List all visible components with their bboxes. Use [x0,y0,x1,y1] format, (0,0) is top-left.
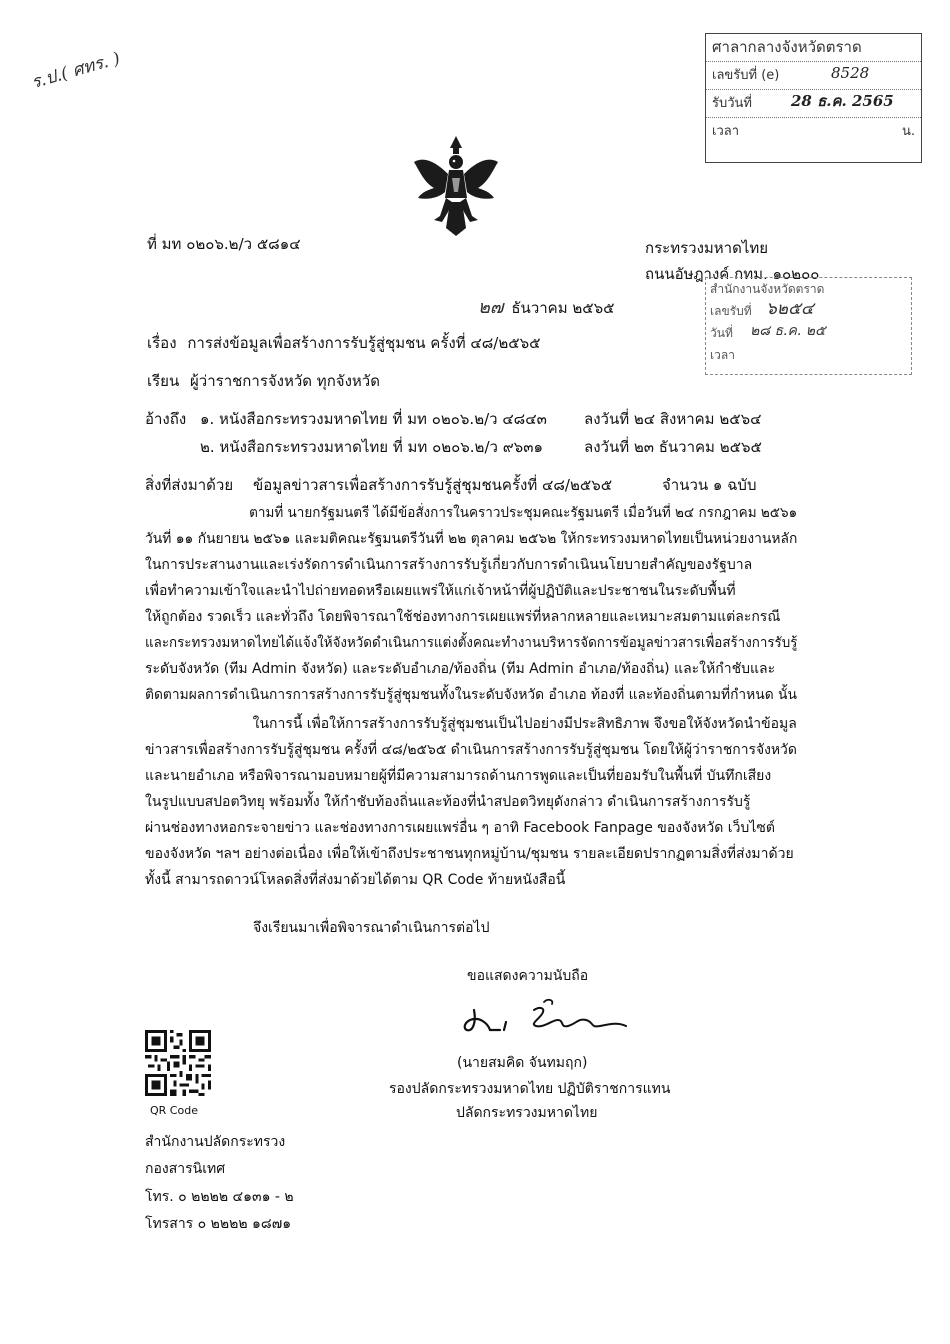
document-number: ที่ มท ๐๒๐๖.๒/ว ๕๘๑๔ [147,235,301,253]
body-line: ในการนี้ เพื่อให้การสร้างการรับรู้สู่ชุมชนเป็นไปอย่างมีประสิทธิภาพ จึงขอให้จังหวัดนำข้อมูล [252,716,797,732]
footer-office: สำนักงานปลัดกระทรวง [145,1134,286,1150]
body-line: ของจังหวัด ฯลฯ อย่างต่อเนื่อง เพื่อให้เข้าถึงประชาชนทุกหมู่บ้าน/ชุมชน รายละเอียดปรากฏตามสิ่งที่ส่งมาด้วย [145,846,794,862]
signature [460,990,640,1040]
body-line: ข่าวสารเพื่อสร้างการรับรู้สู่ชุมชน ครั้งที่ ๔๘/๒๕๖๕ ดำเนินการสร้างการรับรู้สู่ชุมชน โดยให้ผู้ว่าราชการจังหวัด [145,742,797,758]
body-paragraph-2 [145,711,797,893]
reference-item: ๒. หนังสือกระทรวงมหาดไทย ที่ มท ๐๒๐๖.๒/ว ๙๖๓๑ [200,438,543,456]
salutation: ขอแสดงความนับถือ [467,968,589,984]
ministry-address: ถนนอัษฎางค์ กทม. ๑๐๒๐๐ [645,265,820,283]
body-line: ติดตามผลการดำเนินการการสร้างการรับรู้สู่ชุมชนทั้งในระดับจังหวัด อำเภอ ท้องที่ และท้องถิ่นตามที่กำหนด นั้น [145,687,797,703]
body-line: วันที่ ๑๑ กันยายน ๒๕๖๑ และมติคณะรัฐมนตรีวันที่ ๒๒ ตุลาคม ๒๕๖๒ ให้กระทรวงมหาดไทยเป็นหน่วยงานหลัก [145,531,798,547]
enclosure-text: ข้อมูลข่าวสารเพื่อสร้างการรับรู้สู่ชุมชนครั้งที่ ๔๘/๒๕๖๕ [253,476,613,494]
ministry-name: กระทรวงมหาดไทย [645,239,769,257]
enclosure-label: สิ่งที่ส่งมาด้วย [145,476,234,494]
footer-division: กองสารนิเทศ [145,1161,226,1177]
recipient-text: ผู้ว่าราชการจังหวัด ทุกจังหวัด [190,372,380,390]
receive-stamp [705,33,922,163]
office-stamp-number: ๖๒๕๔ [766,299,814,319]
signatory-title-1: รองปลัดกระทรวงมหาดไทย ปฏิบัติราชการแทน [389,1081,671,1097]
footer-tel: โทร. ๐ ๒๒๒๒ ๔๑๓๑ - ๒ [145,1189,294,1205]
qr-code-label: QR Code [150,1104,198,1117]
receive-stamp-date: 28 ธ.ค. 2565 [791,92,894,110]
signatory-title-2: ปลัดกระทรวงมหาดไทย [456,1105,598,1121]
receive-stamp-date-label: รับวันที่ [712,96,752,111]
body-line: เพื่อทำความเข้าใจและนำไปถ่ายทอดหรือเผยแพร่ให้แก่เจ้าหน้าที่ผู้ปฏิบัติและประชาชนในระดับพื้นที่ [145,583,736,599]
closing-request: จึงเรียนมาเพื่อพิจารณาดำเนินการต่อไป [253,920,490,936]
office-stamp-org: สำนักงานจังหวัดตราด [710,282,825,296]
recipient-label: เรียน [147,372,180,390]
body-paragraph-1 [145,500,797,708]
subject-line [147,331,540,355]
office-stamp-number-label: เลขรับที่ [710,304,752,318]
subject-label: เรื่อง [147,334,177,352]
office-stamp-date: ๒๘ ธ.ค. ๒๕ [750,323,826,339]
body-line: ผ่านช่องทางหอกระจายข่าว และช่องทางการเผยแพร่อื่น ๆ อาทิ Facebook Fanpage ของจังหวัด เว็บไซต์ [145,820,775,836]
footer-fax: โทรสาร ๐ ๒๒๒๒ ๑๘๗๑ [145,1216,292,1232]
receive-stamp-org: ศาลากลางจังหวัดตราด [712,38,862,56]
body-line: ในการประสานงานและเร่งรัดการดำเนินการสร้างการรับรู้เกี่ยวกับการดำเนินนโยบายสำคัญของรัฐบาล [145,557,753,573]
receive-stamp-time-label: เวลา [712,124,740,139]
body-line: ระดับจังหวัด (ทีม Admin จังหวัด) และระดับอำเภอ/ท้องถิ่น (ทีม Admin อำเภอ/ท้องถิ่น) และให้กำชับและ [145,661,776,677]
reference-label: อ้างถึง [145,410,187,428]
document-date-day: ๒๗ [478,297,504,318]
body-line: และกระทรวงมหาดไทยได้แจ้งให้จังหวัดดำเนินการแต่งตั้งคณะทำงานบริหารจัดการข้อมูลข่าวสารเพื่อสร้างการรับรู้ [145,635,798,651]
qr-code[interactable] [145,1030,211,1096]
receive-stamp-time-suffix: น. [901,124,915,139]
document-date-rest: ธันวาคม ๒๕๖๕ [511,299,615,317]
body-line: และนายอำเภอ หรือพิจารณามอบหมายผู้ที่มีความสามารถด้านการพูดและเป็นที่ยอมรับในพื้นที่ บันทึกเสียง [145,768,772,784]
reference-item: ๑. หนังสือกระทรวงมหาดไทย ที่ มท ๐๒๐๖.๒/ว ๔๘๔๓ [200,410,547,428]
body-line: ในรูปแบบสปอตวิทยุ พร้อมทั้ง ให้กำชับท้องถิ่นและท้องที่นำสปอตวิทยุดังกล่าว ดำเนินการสร้างการรับรู้ [145,794,751,810]
office-stamp-date-label: วันที่ [710,326,733,340]
office-stamp [705,277,912,375]
reference-date: ลงวันที่ ๒๔ สิงหาคม ๒๕๖๔ [584,410,762,428]
receive-stamp-number-label: เลขรับที่ (e) [712,68,780,83]
body-line: ตามที่ นายกรัฐมนตรี ได้มีข้อสั่งการในคราวประชุมคณะรัฐมนตรี เมื่อวันที่ ๒๔ กรกฎาคม ๒๕๖๑ [249,505,798,521]
document-date [478,292,614,321]
signatory-name: (นายสมคิด จันทมฤก) [457,1055,588,1071]
handwritten-note: ร.ป.( ศทร. ) [29,48,123,94]
body-line: ให้ถูกต้อง รวดเร็ว และทั่วถึง โดยพิจารณาใช้ช่องทางการเผยแพร่ที่หลากหลายและเหมาะสมตามแต่ละกรณี [145,609,781,625]
subject-text: การส่งข้อมูลเพื่อสร้างการรับรู้สู่ชุมชน ครั้งที่ ๔๘/๒๕๖๕ [187,334,541,352]
enclosure-quantity: จำนวน ๑ ฉบับ [662,476,757,494]
body-line: ทั้งนี้ สามารถดาวน์โหลดสิ่งที่ส่งมาด้วยได้ตาม QR Code ท้ายหนังสือนี้ [145,872,566,888]
garuda-emblem [412,132,500,240]
recipient-line [147,369,380,393]
receive-stamp-number: 8528 [831,64,870,82]
reference-date: ลงวันที่ ๒๓ ธันวาคม ๒๕๖๕ [584,438,762,456]
office-stamp-time-label: เวลา [710,348,735,362]
